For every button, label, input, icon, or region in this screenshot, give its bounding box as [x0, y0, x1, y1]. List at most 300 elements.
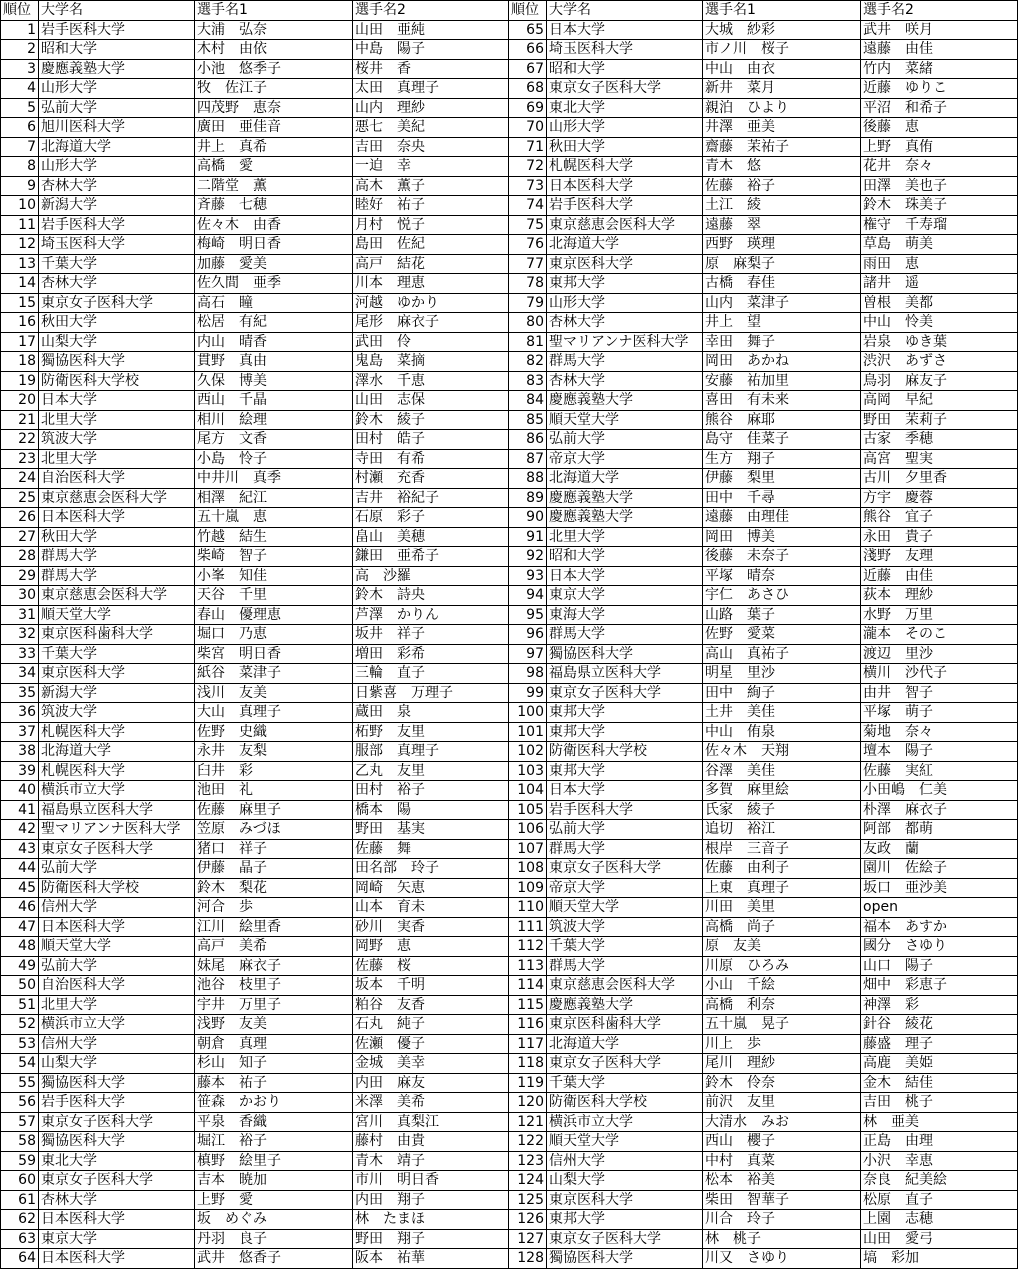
- player1-cell: 松居 有紀: [195, 313, 353, 333]
- university-cell: 群馬大学: [39, 547, 195, 567]
- university-cell: 旭川医科大学: [39, 118, 195, 138]
- player2-cell: 金城 美幸: [353, 1054, 509, 1074]
- player2-cell: 古川 夕里香: [861, 469, 1018, 489]
- player1-cell: 岡田 博美: [703, 527, 861, 547]
- player1-cell: 吉本 暁加: [195, 1171, 353, 1191]
- player1-cell: 井上 真希: [195, 137, 353, 157]
- rank-cell: 77: [509, 254, 547, 274]
- rank-cell: 101: [509, 722, 547, 742]
- player2-cell: 田村 皓子: [353, 430, 509, 450]
- university-cell: 杏林大学: [39, 274, 195, 294]
- player2-cell: 服部 真理子: [353, 742, 509, 762]
- player2-cell: 近藤 由佳: [861, 566, 1018, 586]
- player1-cell: 青木 悠: [703, 157, 861, 177]
- rank-cell: 43: [1, 839, 39, 859]
- rank-cell: 40: [1, 781, 39, 801]
- university-cell: 信州大学: [39, 898, 195, 918]
- player2-cell: 増田 彩希: [353, 644, 509, 664]
- player1-cell: 槙野 絵里子: [195, 1151, 353, 1171]
- university-cell: 秋田大学: [39, 527, 195, 547]
- player2-cell: 鬼島 菜摘: [353, 352, 509, 372]
- table-row: [1, 547, 1018, 567]
- player1-cell: 猪口 祥子: [195, 839, 353, 859]
- university-cell: 帝京大学: [547, 449, 703, 469]
- player1-cell: 多賀 麻里絵: [703, 781, 861, 801]
- table-row: [1, 196, 1018, 216]
- player1-cell: 原 友美: [703, 937, 861, 957]
- player2-cell: 石原 彩子: [353, 508, 509, 528]
- player1-cell: 佐野 史織: [195, 722, 353, 742]
- university-cell: 杏林大学: [39, 1190, 195, 1210]
- header-player2: 選手名2: [861, 1, 1018, 21]
- player2-cell: 村瀬 充香: [353, 469, 509, 489]
- table-row: [1, 1093, 1018, 1113]
- player1-cell: 大清水 みお: [703, 1112, 861, 1132]
- rank-cell: 5: [1, 98, 39, 118]
- table-row: [1, 664, 1018, 684]
- rank-cell: 97: [509, 644, 547, 664]
- table-row: [1, 1229, 1018, 1249]
- rank-cell: 94: [509, 586, 547, 606]
- player2-cell: 橋本 陽: [353, 800, 509, 820]
- table-row: [1, 995, 1018, 1015]
- player1-cell: 堀口 乃恵: [195, 625, 353, 645]
- player2-cell: 渋沢 あずさ: [861, 352, 1018, 372]
- header-rank: 順位: [509, 1, 547, 21]
- university-cell: 筑波大学: [39, 703, 195, 723]
- table-row: [1, 742, 1018, 762]
- player1-cell: 土井 美佳: [703, 703, 861, 723]
- university-cell: 東京女子医科大学: [39, 839, 195, 859]
- player1-cell: 鈴木 伶奈: [703, 1073, 861, 1093]
- university-cell: 北海道大学: [547, 1034, 703, 1054]
- player1-cell: 原 麻梨子: [703, 254, 861, 274]
- rank-cell: 91: [509, 527, 547, 547]
- university-cell: 防衛医科大学校: [39, 878, 195, 898]
- player1-cell: 五十嵐 晃子: [703, 1015, 861, 1035]
- player1-cell: 川田 美里: [703, 898, 861, 918]
- player1-cell: 永井 友梨: [195, 742, 353, 762]
- university-cell: 群馬大学: [547, 625, 703, 645]
- university-cell: 福島県立医科大学: [39, 800, 195, 820]
- rank-cell: 54: [1, 1054, 39, 1074]
- player1-cell: 小山 千絵: [703, 976, 861, 996]
- rank-cell: 57: [1, 1112, 39, 1132]
- university-cell: 東京慈恵会医科大学: [547, 215, 703, 235]
- rank-cell: 74: [509, 196, 547, 216]
- rank-cell: 110: [509, 898, 547, 918]
- player2-cell: 米澤 美希: [353, 1093, 509, 1113]
- rank-cell: 88: [509, 469, 547, 489]
- rank-cell: 103: [509, 761, 547, 781]
- player1-cell: 妹尾 麻衣子: [195, 956, 353, 976]
- rank-cell: 36: [1, 703, 39, 723]
- rank-cell: 39: [1, 761, 39, 781]
- player2-cell: 野田 茉莉子: [861, 410, 1018, 430]
- university-cell: 岩手医科大学: [547, 800, 703, 820]
- university-cell: 慶應義塾大学: [547, 995, 703, 1015]
- table-row: [1, 605, 1018, 625]
- university-cell: 東京女子医科大学: [547, 859, 703, 879]
- rank-cell: 128: [509, 1249, 547, 1269]
- table-row: [1, 488, 1018, 508]
- table-row: [1, 215, 1018, 235]
- table-row: [1, 1171, 1018, 1191]
- university-cell: 東京医科歯科大学: [39, 625, 195, 645]
- university-cell: 弘前大学: [39, 859, 195, 879]
- player1-cell: 宇仁 あさひ: [703, 586, 861, 606]
- university-cell: 千葉大学: [39, 644, 195, 664]
- player2-cell: 古家 季穂: [861, 430, 1018, 450]
- university-cell: 埼玉医科大学: [39, 235, 195, 255]
- rank-cell: 72: [509, 157, 547, 177]
- university-cell: 東北大学: [39, 1151, 195, 1171]
- player1-cell: 前沢 友里: [703, 1093, 861, 1113]
- player2-cell: 高宮 聖実: [861, 449, 1018, 469]
- header-player2: 選手名2: [353, 1, 509, 21]
- university-cell: 東邦大学: [547, 274, 703, 294]
- player2-cell: 高鹿 美姫: [861, 1054, 1018, 1074]
- rank-cell: 27: [1, 527, 39, 547]
- player2-cell: 藤村 由貴: [353, 1132, 509, 1152]
- player2-cell: 砂川 実香: [353, 917, 509, 937]
- table-row: [1, 956, 1018, 976]
- player1-cell: 安藤 祐加里: [703, 371, 861, 391]
- player1-cell: 伊藤 梨里: [703, 469, 861, 489]
- player2-cell: 鈴木 詩央: [353, 586, 509, 606]
- rank-cell: 68: [509, 79, 547, 99]
- rank-cell: 63: [1, 1229, 39, 1249]
- university-cell: 東北大学: [547, 98, 703, 118]
- player2-cell: 月村 悦子: [353, 215, 509, 235]
- university-cell: 帝京大学: [547, 878, 703, 898]
- university-cell: 東京大学: [547, 586, 703, 606]
- player2-cell: 菊地 奈々: [861, 722, 1018, 742]
- rank-cell: 100: [509, 703, 547, 723]
- player2-cell: 佐藤 実紅: [861, 761, 1018, 781]
- rank-cell: 78: [509, 274, 547, 294]
- rank-cell: 105: [509, 800, 547, 820]
- player1-cell: 上野 愛: [195, 1190, 353, 1210]
- university-cell: 東邦大学: [547, 722, 703, 742]
- player1-cell: 竹越 結生: [195, 527, 353, 547]
- player2-cell: 鈴木 珠美子: [861, 196, 1018, 216]
- player1-cell: 松本 裕美: [703, 1171, 861, 1191]
- rank-cell: 66: [509, 40, 547, 60]
- rank-cell: 26: [1, 508, 39, 528]
- rank-cell: 64: [1, 1249, 39, 1269]
- player1-cell: 明星 里沙: [703, 664, 861, 684]
- player1-cell: 宇井 万里子: [195, 995, 353, 1015]
- university-cell: 千葉大学: [39, 254, 195, 274]
- rank-cell: 125: [509, 1190, 547, 1210]
- university-cell: 弘前大学: [547, 430, 703, 450]
- table-row: [1, 644, 1018, 664]
- player2-cell: 青木 靖子: [353, 1151, 509, 1171]
- university-cell: 獨協医科大学: [39, 1132, 195, 1152]
- player2-cell: 吉井 裕紀子: [353, 488, 509, 508]
- player2-cell: 川本 理恵: [353, 274, 509, 294]
- university-cell: 杏林大学: [547, 371, 703, 391]
- rank-cell: 11: [1, 215, 39, 235]
- university-cell: 新潟大学: [39, 196, 195, 216]
- university-cell: 北里大学: [39, 410, 195, 430]
- university-cell: 獨協医科大学: [39, 1073, 195, 1093]
- player2-cell: 高岡 早紀: [861, 391, 1018, 411]
- rank-cell: 21: [1, 410, 39, 430]
- rank-cell: 81: [509, 332, 547, 352]
- player2-cell: 朴澤 麻衣子: [861, 800, 1018, 820]
- player1-cell: 中村 真菜: [703, 1151, 861, 1171]
- player2-cell: 武井 咲月: [861, 20, 1018, 40]
- player2-cell: 壇本 陽子: [861, 742, 1018, 762]
- player1-cell: 林 桃子: [703, 1229, 861, 1249]
- university-cell: 東京医科大学: [547, 254, 703, 274]
- university-cell: 東京医科歯科大学: [547, 1015, 703, 1035]
- university-cell: 杏林大学: [39, 176, 195, 196]
- university-cell: 北海道大学: [39, 742, 195, 762]
- university-cell: 群馬大学: [547, 956, 703, 976]
- player1-cell: 西山 櫻子: [703, 1132, 861, 1152]
- player1-cell: 土江 綾: [703, 196, 861, 216]
- player2-cell: 瀧本 そのこ: [861, 625, 1018, 645]
- player1-cell: 岡田 あかね: [703, 352, 861, 372]
- rank-cell: 32: [1, 625, 39, 645]
- rank-cell: 109: [509, 878, 547, 898]
- player2-cell: 野田 基実: [353, 820, 509, 840]
- player1-cell: 堀江 裕子: [195, 1132, 353, 1152]
- rank-cell: 69: [509, 98, 547, 118]
- player1-cell: 藤本 祐子: [195, 1073, 353, 1093]
- player1-cell: 池田 礼: [195, 781, 353, 801]
- university-cell: 慶應義塾大学: [39, 59, 195, 79]
- rank-cell: 62: [1, 1210, 39, 1230]
- player2-cell: 近藤 ゆりこ: [861, 79, 1018, 99]
- player2-cell: 永田 貴子: [861, 527, 1018, 547]
- rank-cell: 20: [1, 391, 39, 411]
- rank-cell: 38: [1, 742, 39, 762]
- player2-cell: 内田 翔子: [353, 1190, 509, 1210]
- rank-cell: 28: [1, 547, 39, 567]
- rank-cell: 24: [1, 469, 39, 489]
- player2-cell: 宮川 真梨江: [353, 1112, 509, 1132]
- university-cell: 埼玉医科大学: [547, 40, 703, 60]
- rank-cell: 6: [1, 118, 39, 138]
- table-row: [1, 274, 1018, 294]
- player2-cell: 鳥羽 麻友子: [861, 371, 1018, 391]
- player1-cell: 五十嵐 恵: [195, 508, 353, 528]
- player1-cell: 佐野 愛菜: [703, 625, 861, 645]
- player1-cell: 相川 絵理: [195, 410, 353, 430]
- player2-cell: 友政 蘭: [861, 839, 1018, 859]
- rank-cell: 104: [509, 781, 547, 801]
- table-row: [1, 20, 1018, 40]
- rank-cell: 99: [509, 683, 547, 703]
- university-cell: 信州大学: [39, 1034, 195, 1054]
- rank-cell: 115: [509, 995, 547, 1015]
- player1-cell: 平泉 香織: [195, 1112, 353, 1132]
- header-row: [1, 1, 1018, 21]
- table-row: [1, 1054, 1018, 1074]
- rank-cell: 4: [1, 79, 39, 99]
- player2-cell: 野田 翔子: [353, 1229, 509, 1249]
- university-cell: 東京医科大学: [39, 664, 195, 684]
- player2-cell: 阪本 祐華: [353, 1249, 509, 1269]
- rank-cell: 96: [509, 625, 547, 645]
- table-row: [1, 1151, 1018, 1171]
- rank-cell: 9: [1, 176, 39, 196]
- rank-cell: 8: [1, 157, 39, 177]
- rank-cell: 18: [1, 352, 39, 372]
- table-row: [1, 352, 1018, 372]
- player1-cell: 丹羽 良子: [195, 1229, 353, 1249]
- table-row: [1, 508, 1018, 528]
- university-cell: 順天堂大学: [39, 937, 195, 957]
- rank-cell: 19: [1, 371, 39, 391]
- rank-cell: 56: [1, 1093, 39, 1113]
- university-cell: 昭和大学: [39, 40, 195, 60]
- player2-cell: 河越 ゆかり: [353, 293, 509, 313]
- rank-cell: 79: [509, 293, 547, 313]
- rank-cell: 25: [1, 488, 39, 508]
- rank-cell: 7: [1, 137, 39, 157]
- rank-cell: 70: [509, 118, 547, 138]
- table-row: [1, 1073, 1018, 1093]
- player2-cell: 由井 智子: [861, 683, 1018, 703]
- player1-cell: 追切 裕江: [703, 820, 861, 840]
- header-player1: 選手名1: [195, 1, 353, 21]
- player1-cell: 小峯 知佳: [195, 566, 353, 586]
- university-cell: 防衛医科大学校: [547, 1093, 703, 1113]
- table-row: [1, 625, 1018, 645]
- player1-cell: 相澤 紀江: [195, 488, 353, 508]
- university-cell: 順天堂大学: [547, 898, 703, 918]
- rank-cell: 45: [1, 878, 39, 898]
- player1-cell: 鈴木 梨花: [195, 878, 353, 898]
- university-cell: 千葉大学: [547, 1073, 703, 1093]
- university-cell: 東京女子医科大学: [39, 1171, 195, 1191]
- rank-cell: 92: [509, 547, 547, 567]
- university-cell: 山梨大学: [39, 332, 195, 352]
- rank-cell: 108: [509, 859, 547, 879]
- rank-cell: 15: [1, 293, 39, 313]
- rank-cell: 58: [1, 1132, 39, 1152]
- university-cell: 防衛医科大学校: [547, 742, 703, 762]
- player1-cell: 内山 晴香: [195, 332, 353, 352]
- player1-cell: 久保 博美: [195, 371, 353, 391]
- table-row: [1, 1210, 1018, 1230]
- rank-cell: 2: [1, 40, 39, 60]
- player2-cell: 寺田 有希: [353, 449, 509, 469]
- rank-cell: 73: [509, 176, 547, 196]
- university-cell: 札幌医科大学: [39, 761, 195, 781]
- rank-cell: 83: [509, 371, 547, 391]
- table-row: [1, 332, 1018, 352]
- player2-cell: 市川 明日香: [353, 1171, 509, 1191]
- rank-cell: 93: [509, 566, 547, 586]
- player1-cell: 斉藤 七穂: [195, 196, 353, 216]
- table-row: [1, 449, 1018, 469]
- table-row: [1, 293, 1018, 313]
- table-row: [1, 566, 1018, 586]
- rank-cell: 111: [509, 917, 547, 937]
- university-cell: 信州大学: [547, 1151, 703, 1171]
- rank-cell: 59: [1, 1151, 39, 1171]
- player1-cell: 高橋 愛: [195, 157, 353, 177]
- player2-cell: 渡辺 里沙: [861, 644, 1018, 664]
- player1-cell: 山内 菜津子: [703, 293, 861, 313]
- university-cell: 山形大学: [547, 293, 703, 313]
- rank-cell: 87: [509, 449, 547, 469]
- player2-cell: 三輪 直子: [353, 664, 509, 684]
- university-cell: 北海道大学: [547, 235, 703, 255]
- player1-cell: 小池 悠季子: [195, 59, 353, 79]
- university-cell: 昭和大学: [547, 59, 703, 79]
- rank-cell: 60: [1, 1171, 39, 1191]
- university-cell: 北里大学: [39, 995, 195, 1015]
- table-row: [1, 40, 1018, 60]
- player1-cell: 田中 千尋: [703, 488, 861, 508]
- university-cell: 東京女子医科大学: [547, 1054, 703, 1074]
- university-cell: 横浜市立大学: [39, 1015, 195, 1035]
- player2-cell: 福本 あすか: [861, 917, 1018, 937]
- university-cell: 日本医科大学: [39, 508, 195, 528]
- university-cell: 日本大学: [547, 20, 703, 40]
- player2-cell: 小田嶋 仁美: [861, 781, 1018, 801]
- player2-cell: 岡崎 矢恵: [353, 878, 509, 898]
- player1-cell: 中山 侑泉: [703, 722, 861, 742]
- university-cell: 日本医科大学: [39, 917, 195, 937]
- player1-cell: 小島 怜子: [195, 449, 353, 469]
- university-cell: 順天堂大学: [547, 410, 703, 430]
- rank-cell: 48: [1, 937, 39, 957]
- header-player1: 選手名1: [703, 1, 861, 21]
- table-row: [1, 118, 1018, 138]
- player2-cell: 佐瀬 優子: [353, 1034, 509, 1054]
- player1-cell: 貫野 真由: [195, 352, 353, 372]
- university-cell: 群馬大学: [39, 566, 195, 586]
- player2-cell: 高戸 結花: [353, 254, 509, 274]
- table-row: [1, 859, 1018, 879]
- university-cell: 山梨大学: [39, 1054, 195, 1074]
- university-cell: 防衛医科大学校: [39, 371, 195, 391]
- university-cell: 日本医科大学: [39, 1210, 195, 1230]
- player1-cell: 遠藤 翠: [703, 215, 861, 235]
- table-row: [1, 1034, 1018, 1054]
- university-cell: 慶應義塾大学: [547, 391, 703, 411]
- table-row: [1, 157, 1018, 177]
- player1-cell: 尾方 文香: [195, 430, 353, 450]
- table-row: [1, 137, 1018, 157]
- rank-cell: 52: [1, 1015, 39, 1035]
- player1-cell: 朝倉 真理: [195, 1034, 353, 1054]
- player1-cell: 根岸 三音子: [703, 839, 861, 859]
- player2-cell: 藤盛 理子: [861, 1034, 1018, 1054]
- university-cell: 慶應義塾大学: [547, 508, 703, 528]
- player1-cell: 佐久間 亜季: [195, 274, 353, 294]
- player2-cell: 小沢 幸恵: [861, 1151, 1018, 1171]
- player2-cell: 澤水 千恵: [353, 371, 509, 391]
- rank-cell: 84: [509, 391, 547, 411]
- player2-cell: 塙 彩加: [861, 1249, 1018, 1269]
- player2-cell: 権守 千寿瑠: [861, 215, 1018, 235]
- university-cell: 横浜市立大学: [547, 1112, 703, 1132]
- rank-cell: 80: [509, 313, 547, 333]
- rank-cell: 37: [1, 722, 39, 742]
- player1-cell: 春山 優理恵: [195, 605, 353, 625]
- player2-cell: 睦好 祐子: [353, 196, 509, 216]
- player2-cell: 吉田 桃子: [861, 1093, 1018, 1113]
